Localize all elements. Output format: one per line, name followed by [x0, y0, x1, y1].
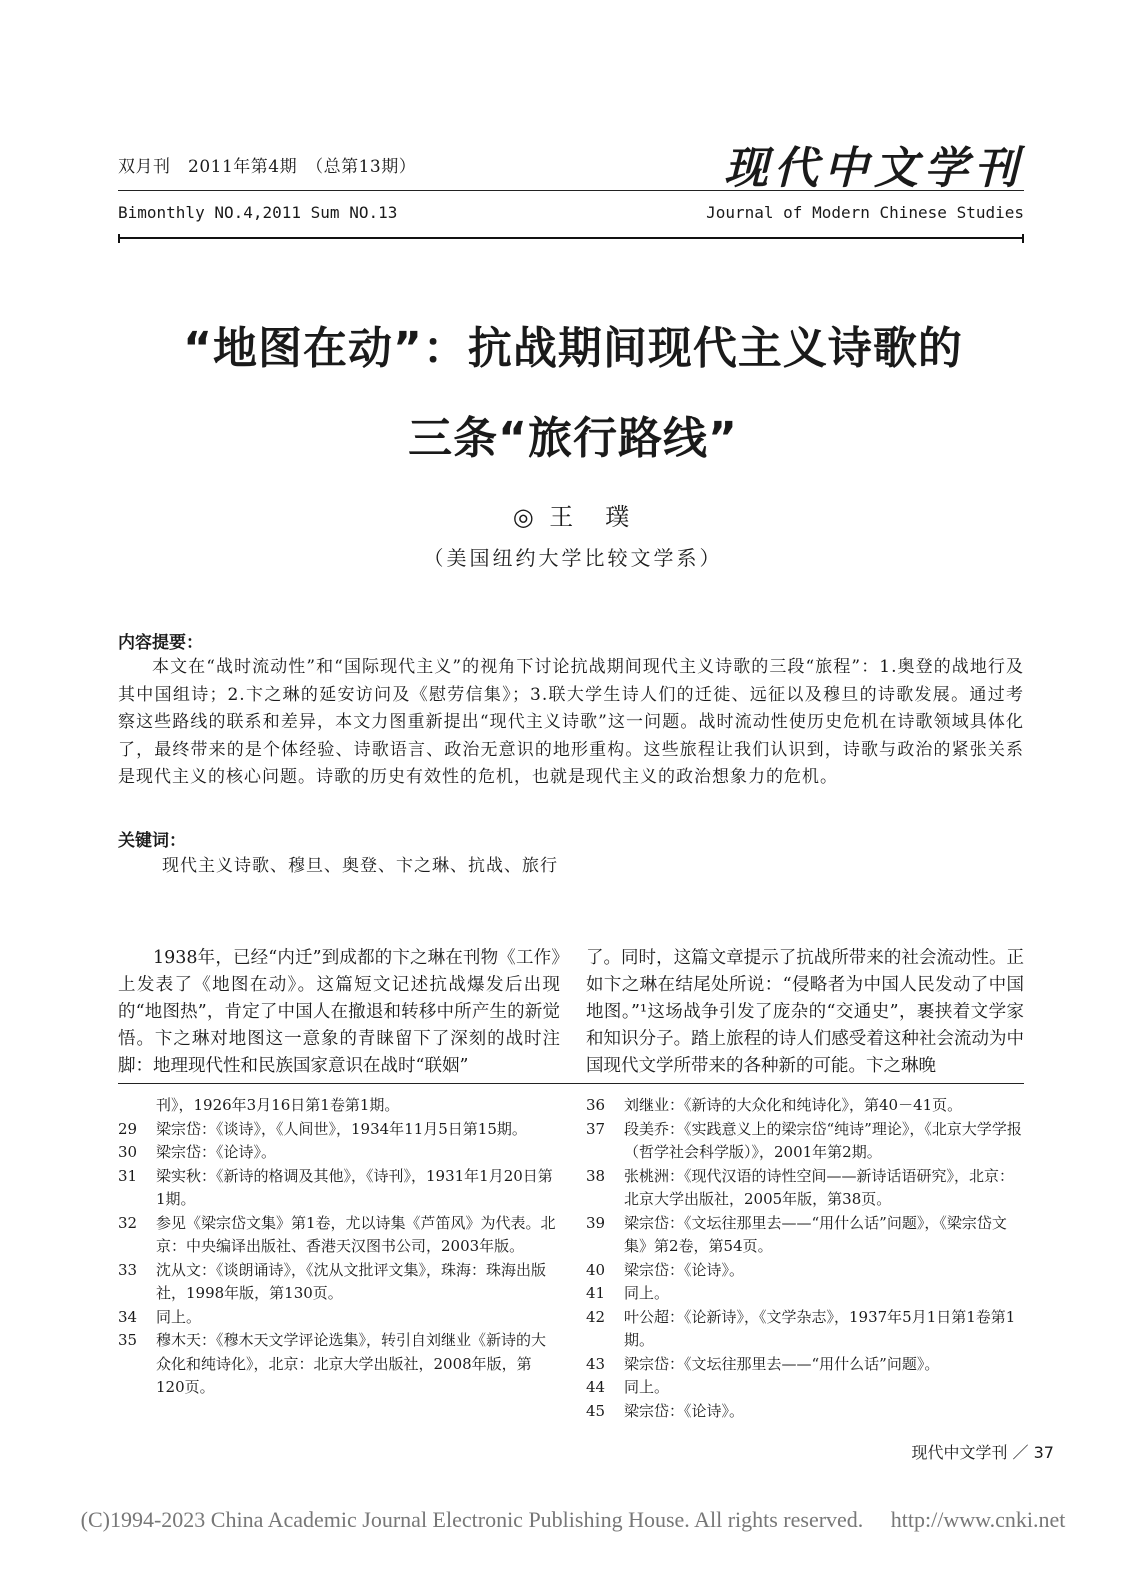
- footnote-number: 39: [586, 1213, 606, 1232]
- footnote-number: 33: [118, 1260, 138, 1279]
- header-bottom-rule: [118, 237, 1024, 239]
- footnote-number: 38: [586, 1166, 606, 1185]
- footnote-item: [586, 1212, 1024, 1259]
- footnote-text: 梁宗岱：《谈诗》，《人间世》，1934年11月5日第15期。: [156, 1119, 527, 1138]
- header-divider: [118, 190, 1024, 191]
- abstract-text: 本文在“战时流动性”和“国际现代主义”的视角下讨论抗战期间现代主义诗歌的三段“旅程”：1.奥登的战地行及其中国组诗；2.卞之琳的延安访问及《慰劳信集》；3.联大学生诗人们的迁徙、远征以及穆旦的诗歌发展。通过考察这些路线的联系和差异，本文力图重新提出“现代主义诗歌”这一问题。战时流动性使历史危机在诗歌领域具体化了，最终带来的是个体经验、诗歌语言、政治无意识的地形重构。这些旅程让我们认识到，诗歌与政治的紧张关系是现代主义的核心问题。诗歌的历史有效性的危机，也就是现代主义的政治想象力的危机。: [118, 657, 1024, 788]
- footnote-number: 29: [118, 1119, 138, 1138]
- footnote-text: 刘继业：《新诗的大众化和纯诗化》，第40－41页。: [624, 1096, 963, 1114]
- footnote-item: [586, 1376, 1024, 1400]
- issue-info-en: Bimonthly NO.4,2011 Sum NO.13: [118, 203, 398, 222]
- footnotes-right: [586, 1094, 1024, 1423]
- footnote-number: 32: [118, 1213, 138, 1232]
- footnote-text: 梁宗岱：《文坛往那里去——“用什么话”问题》。: [624, 1354, 940, 1373]
- footnotes-left: [118, 1094, 560, 1400]
- article-title-line1: “地图在动”：抗战期间现代主义诗歌的: [183, 323, 963, 374]
- keywords-text: 现代主义诗歌、穆旦、奥登、卞之琳、抗战、旅行: [162, 856, 558, 876]
- footnote-text: 张桃洲：《现代汉语的诗性空间——新诗话语研究》，北京：北京大学出版社，2005年版，第38页。: [624, 1166, 1015, 1208]
- footnote-item: [118, 1094, 560, 1118]
- footnote-item: [586, 1400, 1024, 1424]
- article-title-line2: 三条“旅行路线”: [408, 413, 738, 464]
- footnote-number: 44: [586, 1378, 606, 1396]
- footnote-text: 梁实秋：《新诗的格调及其他》，《诗刊》，1931年1月20日第1期。: [156, 1166, 553, 1208]
- footnote-item: [586, 1118, 1024, 1165]
- footnote-text: 段美乔：《实践意义上的梁宗岱“纯诗”理论》，《北京大学学报（哲学社会科学版）》，2001年第2期。: [624, 1119, 1022, 1161]
- author-name: ◎ 王 璞: [512, 503, 634, 531]
- footnote-item: [586, 1094, 1024, 1118]
- footnote-number: 36: [586, 1096, 606, 1114]
- footnote-number: 31: [118, 1166, 138, 1185]
- footnote-item: [118, 1306, 560, 1330]
- footnote-text: 梁宗岱：《论诗》。: [624, 1401, 745, 1420]
- footnote-item: [118, 1212, 560, 1259]
- footnote-item: [118, 1329, 560, 1400]
- footnote-item: [586, 1306, 1024, 1353]
- footnote-number: 42: [586, 1307, 606, 1326]
- footnote-text: 梁宗岱：《文坛往那里去——“用什么话”问题》，《梁宗岱文集》第2卷，第54页。: [624, 1213, 1007, 1255]
- footnote-text: 同上。: [624, 1378, 670, 1396]
- journal-logo: 现代中文学刊: [724, 143, 1024, 194]
- footnote-text: 梁宗岱：《论诗》。: [156, 1143, 277, 1161]
- footnote-divider: [118, 1083, 1024, 1084]
- body-column-left: 1938年，已经“内迁”到成都的卞之琳在刊物《工作》上发表了《地图在动》。这篇短文记述抗战爆发后出现的“地图热”，肯定了中国人在撤退和转移中所产生的新觉悟。卞之琳对地图这一意象的青睐留下了深刻的战时注脚：地理现代性和民族国家意识在战时“联姻”: [118, 948, 560, 1076]
- footnote-text: 同上。: [156, 1307, 202, 1326]
- journal-name-en: Journal of Modern Chinese Studies: [706, 203, 1024, 222]
- footnote-number: 35: [118, 1331, 138, 1349]
- footnote-text: 刊》，1926年3月16日第1卷第1期。: [156, 1096, 400, 1114]
- body-column-right: 了。同时，这篇文章提示了抗战所带来的社会流动性。正如卞之琳在结尾处所说：“侵略者为中国人民发动了中国地图。”¹这场战争引发了庞杂的“交通史”，裹挟着文学家和知识分子。踏上旅程的诗人们感受着这种社会流动为中国现代文学所带来的各种新的可能。卞之琳晚: [586, 948, 1024, 1076]
- copyright-watermark: (C)1994-2023 China Academic Journal Electronic Publishing House. All rights reserved. http://www.cnki.net: [80, 1507, 1066, 1532]
- footnote-text: 梁宗岱：《论诗》。: [624, 1260, 745, 1279]
- footnote-number: 30: [118, 1143, 138, 1161]
- journal-issue-info: 双月刊 2011年第4期 （总第13期）: [118, 157, 417, 177]
- footnote-text: 沈从文：《谈朗诵诗》，《沈从文批评文集》，珠海：珠海出版社，1998年版，第130页。: [156, 1260, 547, 1302]
- footnote-number: 41: [586, 1284, 606, 1302]
- footnote-text: 叶公超：《论新诗》，《文学杂志》，1937年5月1日第1卷第1期。: [624, 1307, 1016, 1349]
- footnote-item: [118, 1141, 560, 1165]
- footnote-number: 34: [118, 1307, 138, 1326]
- footnote-item: [586, 1353, 1024, 1377]
- footnote-number: 45: [586, 1401, 606, 1420]
- footnote-number: 40: [586, 1260, 606, 1279]
- footnote-item: [586, 1165, 1024, 1212]
- footnote-text: 参见《梁宗岱文集》第1卷，尤以诗集《芦笛风》为代表。北京：中央编译出版社、香港天汉图书公司，2003年版。: [156, 1213, 556, 1255]
- author-affiliation: （美国纽约大学比较文学系）: [423, 546, 723, 570]
- footnote-item: [118, 1165, 560, 1212]
- footnote-text: 同上。: [624, 1284, 670, 1302]
- footnote-number: 37: [586, 1119, 606, 1138]
- footnote-item: [586, 1282, 1024, 1306]
- footnote-item: [586, 1259, 1024, 1283]
- footnote-item: [118, 1118, 560, 1142]
- page-footer: 现代中文学刊 ／ 37: [911, 1443, 1054, 1462]
- abstract-label: 内容提要：: [118, 633, 203, 653]
- footnote-text: 穆木天：《穆木天文学评论选集》，转引自刘继业《新诗的大众化和纯诗化》，北京：北京大学出版社，2008年版，第120页。: [156, 1331, 547, 1396]
- footnote-item: [118, 1259, 560, 1306]
- keywords-label: 关键词：: [118, 831, 186, 851]
- footnote-number: 43: [586, 1354, 606, 1373]
- footnote-number: [118, 1094, 156, 1118]
